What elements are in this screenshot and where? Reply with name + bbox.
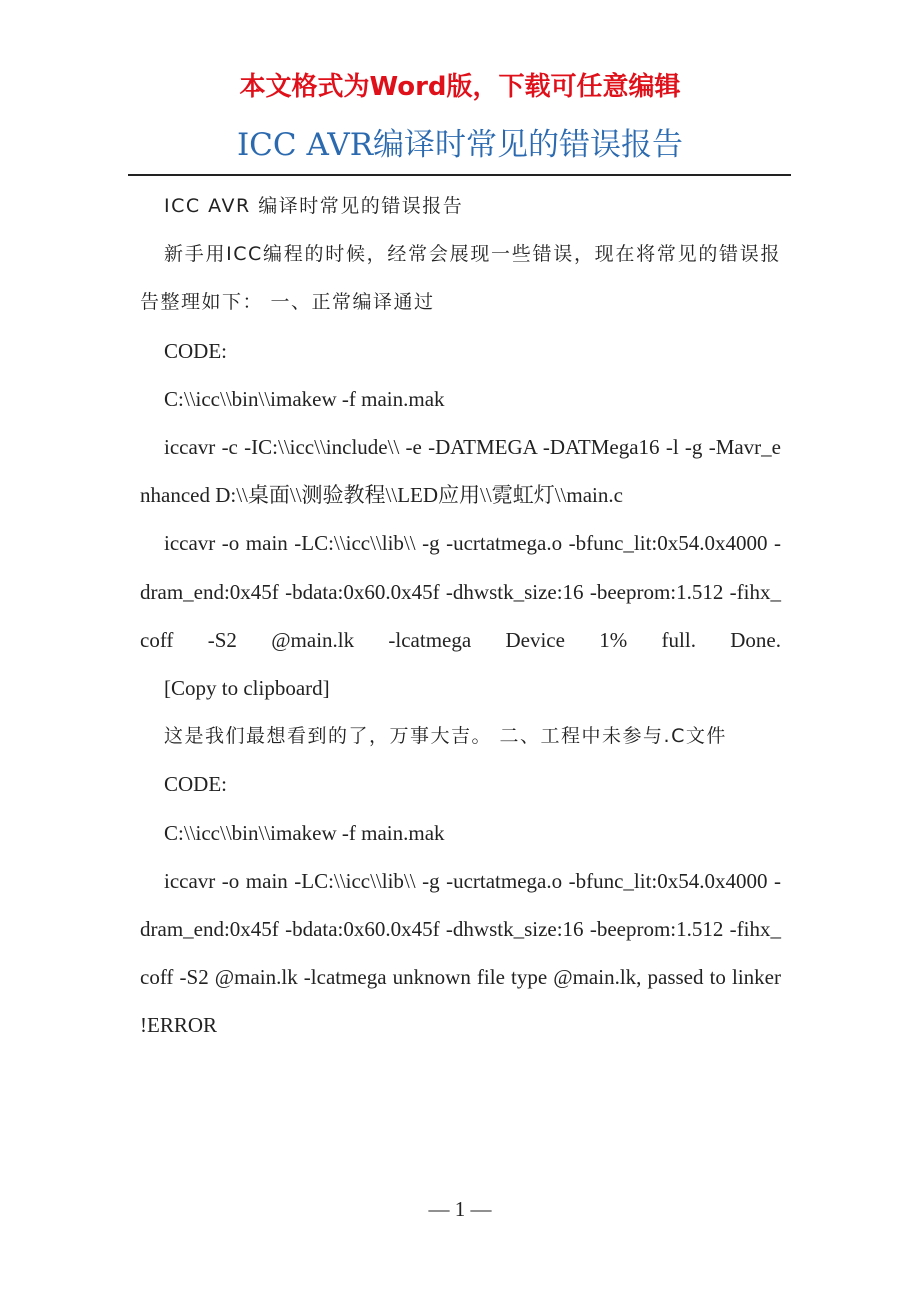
code-line: iccavr -o main -LC:\\icc\\lib\\ -g -ucrtatmega.o -bfunc_lit:0x54.0x4000 -dram_end:0x45f -bdata:0x60.0x45f -dhwstk_size:16 -beeprom:1.512 -fihx_coff -S2 @main.lk -lcatmega unknown file type @main.lk, passed to linker !ERROR xyxy=(140,868,781,1038)
paragraph-section-two: 这是我们最想看到的了，万事大吉。 二、工程中未参与.C文件 xyxy=(164,725,727,748)
code-label: CODE: xyxy=(164,772,227,797)
format-notice-banner: 本文格式为Word版，下载可任意编辑 xyxy=(239,72,681,102)
code-line: C:\\icc\\bin\\imakew -f main.mak xyxy=(164,820,445,845)
document-title: ICC AVR编译时常见的错误报告 xyxy=(236,127,684,163)
code-line: C:\\icc\\bin\\imakew -f main.mak xyxy=(164,386,445,411)
page-number: — 1 — xyxy=(428,1197,492,1221)
code-line: iccavr -o main -LC:\\icc\\lib\\ -g -ucrtatmega.o -bfunc_lit:0x54.0x4000 -dram_end:0x45f -bdata:0x60.0x45f -dhwstk_size:16 -beeprom:1.512 -fihx_coff -S2 @main.lk -lcatmega Device 1% full. Done. xyxy=(140,531,781,652)
code-label: CODE: xyxy=(164,338,227,363)
paragraph-subtitle: ICC AVR 编译时常见的错误报告 xyxy=(164,195,464,217)
copy-to-clipboard-text: [Copy to clipboard] xyxy=(164,676,330,701)
paragraph-intro: 新手用ICC编程的时候，经常会展现一些错误，现在将常见的错误报告整理如下： 一、正常编译通过 xyxy=(140,243,781,314)
code-line: iccavr -c -IC:\\icc\\include\\ -e -DATMEGA -DATMega16 -l -g -Mavr_enhanced D:\\桌面\\测验教程\\LED应用\\霓虹灯\\main.c xyxy=(140,435,781,508)
title-divider xyxy=(128,174,791,176)
document-body xyxy=(140,182,781,1050)
